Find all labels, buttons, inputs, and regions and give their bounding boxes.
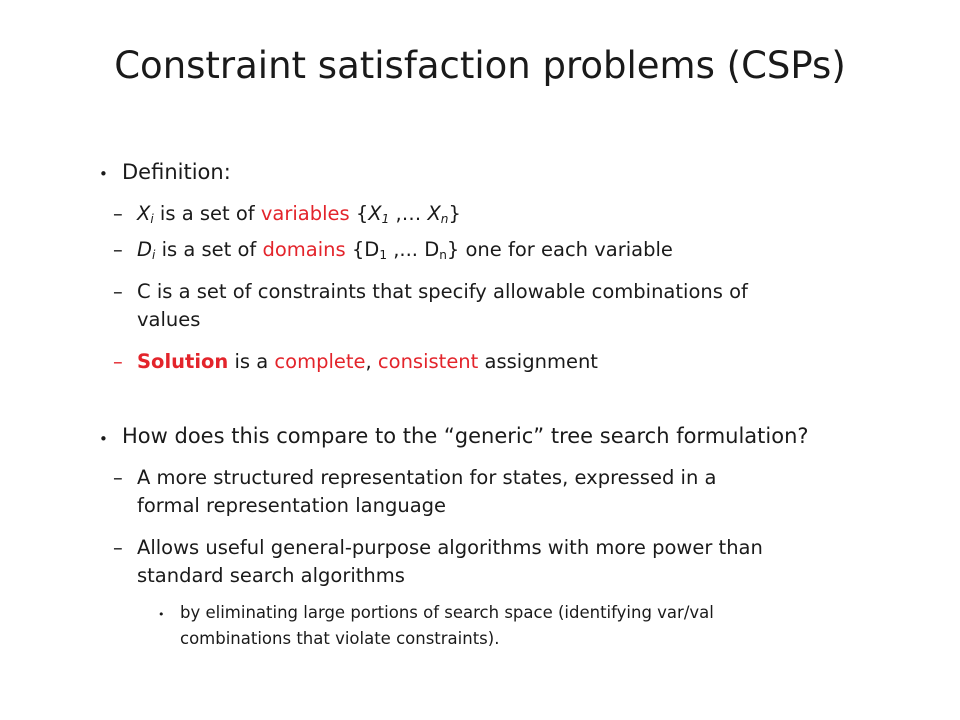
structured-line-1: A more structured representation for states, expressed in a <box>137 466 717 489</box>
variables-keyword: variables <box>260 202 350 225</box>
complete-keyword: complete <box>274 350 366 373</box>
eliminating-line-2: combinations that violate constraints). <box>180 629 500 648</box>
domains-line: $D_i$ is a set of domains {$D_1$ ,... $D_n$} one for each variable <box>137 238 673 263</box>
bullet-eliminating: • <box>158 608 165 621</box>
dash-solution: – <box>113 350 123 373</box>
variables-line: $X_i$ is a set of variables {$X_1$ ,… $X_n$} <box>137 202 461 227</box>
algorithms-line-2: standard search algorithms <box>137 564 405 587</box>
domains-keyword: domains <box>262 238 346 261</box>
bullet-compare: • <box>99 430 108 448</box>
algorithms-line-1: Allows useful general-purpose algorithms with more power than <box>137 536 763 559</box>
constraints-line-1: C is a set of constraints that specify allowable combinations of <box>137 280 748 303</box>
slide-title: Constraint satisfaction problems (CSPs) <box>114 44 846 87</box>
structured-line-2: formal representation language <box>137 494 447 517</box>
eliminating-line-1: by eliminating large portions of search space (identifying var/val <box>180 603 714 622</box>
constraints-line-2: values <box>137 308 201 331</box>
bullet-definition: • <box>99 165 108 183</box>
dash-variables: – <box>113 202 123 225</box>
consistent-keyword: consistent <box>377 350 479 373</box>
solution-line: Solution is a complete, consistent assignment <box>137 350 598 373</box>
definition-heading: Definition: <box>122 160 231 184</box>
dash-structured: – <box>113 466 123 489</box>
compare-heading: How does this compare to the “generic” tree search formulation? <box>122 424 809 448</box>
solution-keyword: Solution <box>137 350 229 373</box>
dash-algorithms: – <box>113 536 123 559</box>
dash-constraints: – <box>113 280 123 303</box>
dash-domains: – <box>113 238 123 261</box>
